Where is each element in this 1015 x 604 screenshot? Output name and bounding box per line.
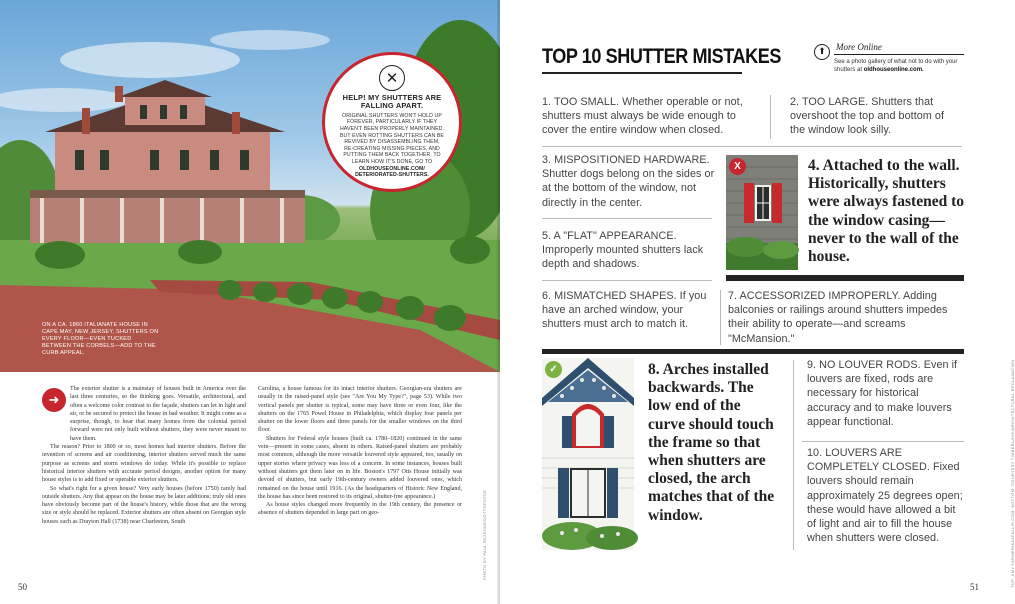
article-body (42, 385, 462, 575)
tip-4: 4. Attached to the wall. Historically, shutters were always fastened to the window casing—never to the wall of the house. (808, 157, 964, 266)
tip-10: 10. LOUVERS ARE COMPLETELY CLOSED. Fixed louvers should remain approximately 25 degrees open; these would have allowed a bit of light and air to fill the house when shutters were closed. (807, 447, 963, 545)
arched-shutter-house-illustration (542, 358, 634, 550)
heading-rule (542, 72, 742, 74)
tip-5: 5. A "FLAT" APPEARANCE. Improperly mounted shutters lack depth and shadows. (542, 230, 704, 271)
divider (720, 290, 721, 345)
article-column-1 (42, 385, 246, 526)
tip-3: 3. MISPOSITIONED HARDWARE. Shutter dogs belong on the sides or at the bottom of the window, not directly in the center. (542, 154, 715, 209)
more-online-body (834, 58, 964, 74)
house-photo (0, 0, 500, 372)
paragraph: The exterior shutter is a mainstay of houses built in America over the last three centuries, so the thinking goes. Versatile, architectural, and often a welcome color contrast to the façade, shutters can let in light and air, or be secured to protect the house in bad weather. It might come as a surprise, though, to hear that many homes from the colonial period forward were not only built without shutters, they were never meant to have them. (70, 386, 246, 442)
tip-6: 6. MISMATCHED SHAPES. If you have an arched window, your shutters must arch to match it. (542, 290, 707, 331)
wrong-badge: X (729, 158, 746, 175)
page-number-right: 51 (970, 582, 979, 592)
tip-7: 7. ACCESSORIZED IMPROPERLY. Adding balconies or railings around shutters impedes their ability to operate—and screams "McMansion." (728, 290, 948, 345)
more-online-rule (834, 54, 964, 55)
divider (542, 218, 712, 219)
more-online-title: More Online (836, 42, 882, 52)
paragraph: The reason? Prior to 1800 or so, most homes had interior shutters. Before the invention of screens and air conditioning, interior shutters served much the same purpose as screens and storm windows do today. While it's possible to replace historical interior shutters with accurate period designs, another option for many house styles is to add fixed or operable exterior shutters. (42, 444, 246, 484)
paragraph: Carolina, a house famous for its intact interior shutters. Georgian-era shutters are usually in the raised-panel style (see "Are You My Type?", page 53). While two vertical panels per shutter is typical, some may have three or even four, like the shutters on the 1765 Powel House in Philadelphia, which display four panels per shutter on the lower floors and three panels for the smaller windows on the third floor. (258, 386, 462, 434)
tip-1: 1. TOO SMALL. Whether operable or not, shutters must always be wide enough to cover the entire window when closed. (542, 96, 743, 137)
correct-badge: ✓ (545, 361, 562, 378)
page-heading: TOP 10 SHUTTER MISTAKES (542, 45, 781, 68)
arched-shutters-photo (542, 358, 634, 550)
photo-credit-left: PHOTO BY PAUL REZENDES/OTTOFOTOS (482, 490, 487, 580)
more-online-link[interactable]: oldhouseonline.com. (863, 67, 924, 73)
tip-2: 2. TOO LARGE. Shutters that overshoot the top and bottom of the window look silly. (790, 96, 945, 137)
tip-8: 8. Arches installed backwards. The low end of the curve should touch the frame so that when shutters are closed, the arch matches that of the window. (648, 361, 775, 524)
callout-circle (322, 52, 462, 192)
section-bar (726, 275, 964, 281)
italianate-house-illustration (0, 0, 500, 372)
article-column-2 (258, 385, 462, 518)
page-number-left: 50 (18, 582, 27, 592)
paragraph: As house styles changed more frequently in the 19th century, the presence or absence of shutters depended in large part on geo- (258, 502, 462, 517)
callout-body-text: ORIGINAL SHUTTERS WON'T HOLD UP FOREVER, PARTICULARLY IF THEY HAVEN'T BEEN PROPERLY MAINTAINED. BUT EVEN ROTTING SHUTTERS CAN BE REVIVED BY DISASSEMBLING THEM, RE-CREATING MISSING PIECES, AND PUTTING THEM BACK TOGETHER. TO LEARN HOW IT'S DONE, GO TO (339, 112, 445, 165)
attached-to-wall-photo (726, 155, 798, 270)
divider (542, 146, 962, 147)
callout-link[interactable]: OLDHOUSEONLINE.COM/ DETERIORATED-SHUTTERS. (355, 165, 429, 179)
callout-title: HELP! MY SHUTTERS ARE FALLING APART. (342, 93, 442, 111)
callout-body (339, 113, 445, 179)
paragraph: Shutters for Federal style houses (built ca. 1780–1820) continued in the same vein—present in some cases, absent in others. Raised-panel shutters are probably most common, although the more versatile louvered style appeared, too, usually on upper stories where privacy was less of a concern. In some instances, houses built without shutters got them later on in life. Boston's 1797 Otis House initially was devoid of shutters, but early 19th-century owners added louvered ones, which remained on the house until 1916. (As the headquarters of Historic New England, the house has since been restored to its original, shutter-free appearance.) (258, 435, 462, 500)
arrow-right-icon: ➜ (42, 388, 66, 412)
mouse-pointer-icon: ⬆ (814, 44, 830, 60)
divider (802, 441, 964, 442)
section-bar (542, 349, 964, 354)
photo-caption: ON A CA. 1860 ITALIANATE HOUSE IN CAPE MAY, NEW JERSEY, SHUTTERS ON EVERY FLOOR—EVEN TUCKED BETWEEN THE CORBELS—ADD TO THE CURB APPEAL. (42, 322, 159, 356)
photo-credit-right: TOP: AMY FARMER/KAYFALLIS.COM, BOTTOM: COURTESY TIMBERLANE/ARCHITECTURAL RECLAMATION (1010, 359, 1015, 588)
left-page (0, 0, 500, 604)
divider (542, 280, 712, 281)
right-page (500, 0, 1015, 604)
hammer-wrench-icon: ✕ (379, 65, 405, 91)
divider (793, 360, 794, 550)
divider (770, 95, 771, 139)
more-online-text: See a photo gallery of what not to do with your shutters at (834, 59, 958, 73)
tip-9: 9. NO LOUVER RODS. Even if louvers are fixed, rods are necessary for historical accuracy and to make louvers appear functional. (807, 359, 958, 428)
paragraph: So what's right for a given house? Very early houses (before 1750) rarely had outside shutters. Any that appear on the house may be later additions; truly old ones have obviously become part of the house's history, while those that are the wrong size or style should be replaced. Exterior shutters are often absent on Georgian style houses such as Drayton Hall (1738) near Charleston, South (42, 485, 246, 525)
